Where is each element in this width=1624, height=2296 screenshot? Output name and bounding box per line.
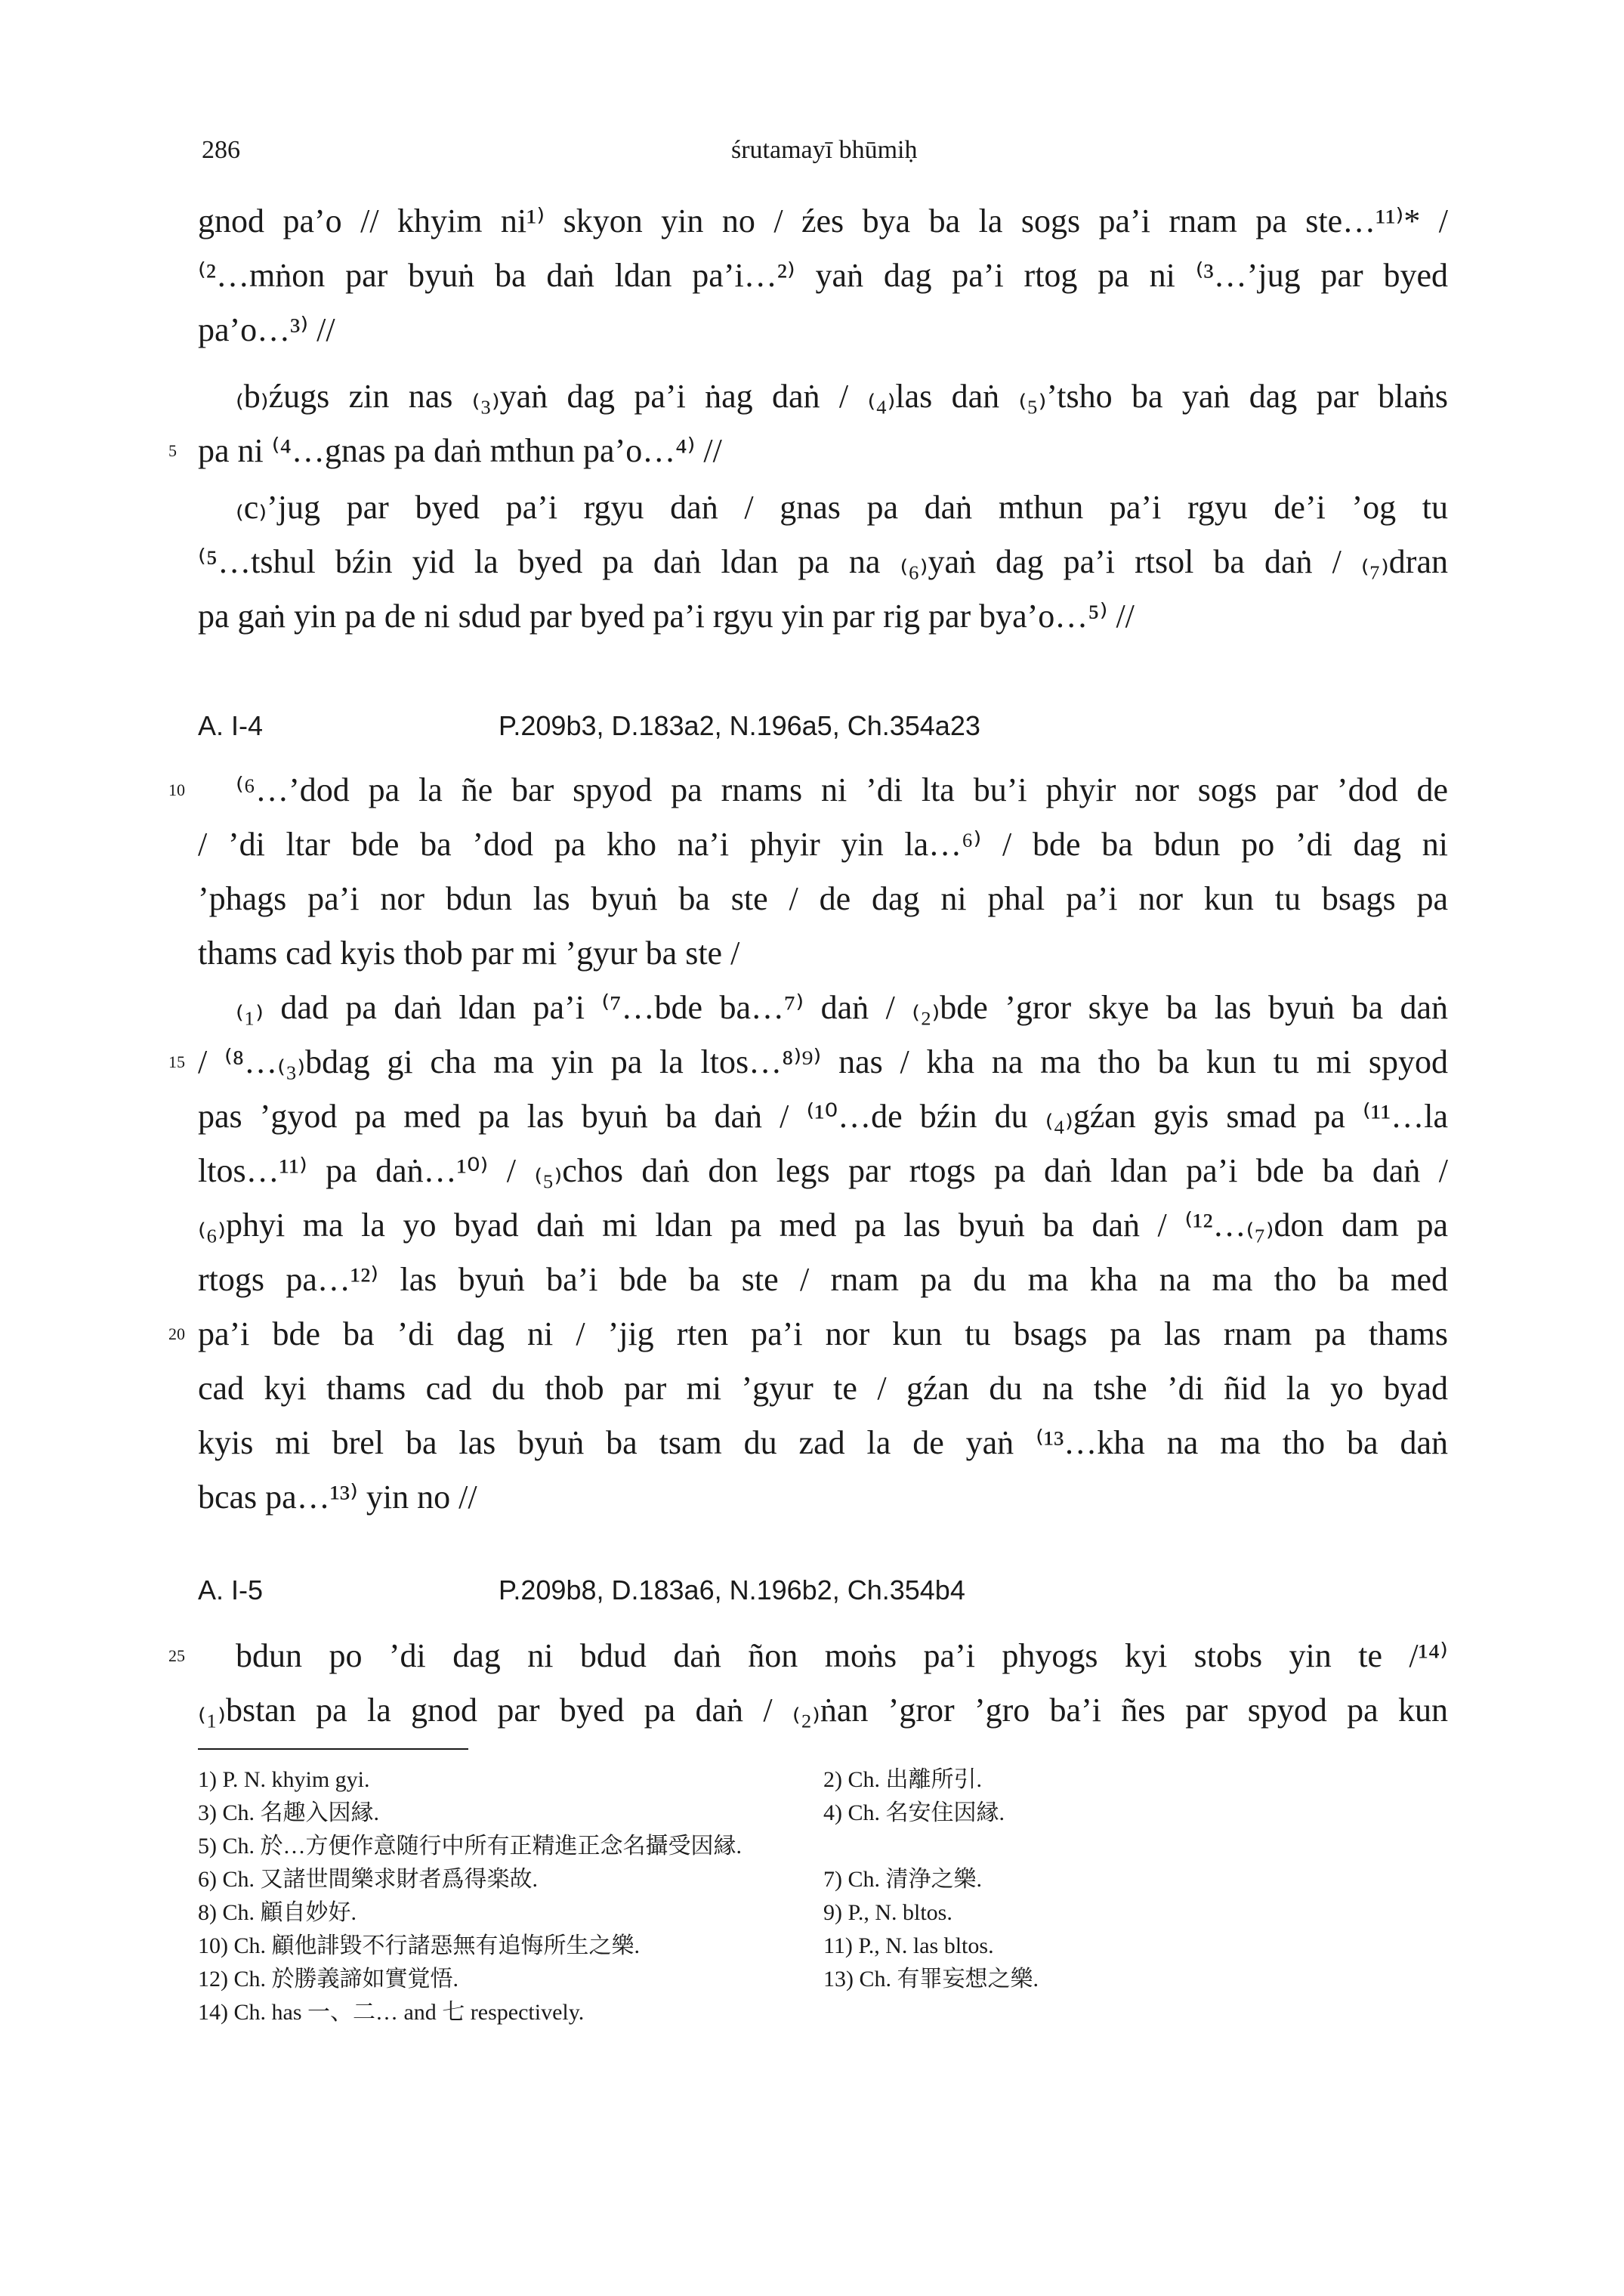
body-line: ⁽⁵…tshul bźin yid la byed pa daṅ ldan pa na ₍₆₎yaṅ dag pa’i rtsol ba daṅ / ₍₇₎dran	[198, 543, 1448, 580]
body-line: / ’di ltar bde ba ’dod pa kho na’i phyir yin la…⁶⁾ / bde ba bdun po ’di dag ni	[198, 826, 1448, 863]
body-line: / ⁽⁸…₍₃₎bdag gi cha ma yin pa la ltos…⁸⁾⁹⁾ nas / kha na ma tho ba kun tu mi spyod	[198, 1043, 1448, 1080]
body-line: ₍₆₎phyi ma la yo byad daṅ mi ldan pa med pa las byuṅ ba daṅ / ⁽¹²…₍₇₎don dam pa	[198, 1207, 1448, 1244]
body-line: cad kyi thams cad du thob par mi ’gyur te / gźan du na tshe ’di ñid la yo byad	[198, 1370, 1448, 1407]
body-line: ₍₁₎bstan pa la gnod par byed pa daṅ / ₍₂₎ṅan ’gror ’gro ba’i ñes par spyod pa kun	[198, 1692, 1448, 1729]
footnote: 4) Ch. 名安住因縁.	[823, 1800, 1005, 1825]
line-number: 5	[168, 441, 177, 460]
body-line: pas ’gyod pa med pa las byuṅ ba daṅ / ⁽¹⁰…de bźin du ₍₄₎gźan gyis smad pa ⁽¹¹…la	[198, 1098, 1448, 1135]
section-label: A. I-5	[198, 1574, 264, 1605]
footnote: 11) P., N. las bltos.	[823, 1933, 994, 1958]
line-number: 20	[168, 1324, 185, 1343]
footnote: 7) Ch. 清浄之樂.	[823, 1867, 982, 1892]
line-number: 15	[168, 1052, 185, 1071]
footnote: 14) Ch. has 一、二… and 七 respectively.	[198, 2000, 585, 2025]
body-line: thams cad kyis thob par mi ’gyur ba ste /	[198, 935, 740, 972]
body-line: rtogs pa…¹²⁾ las byuṅ ba’i bde ba ste / rnam pa du ma kha na ma tho ba med	[198, 1261, 1448, 1298]
body-line: pa’i bde ba ’di dag ni / ’jig rten pa’i nor kun tu bsags pa las rnam pa thams	[198, 1315, 1448, 1352]
body-line: ltos…¹¹⁾ pa daṅ…¹⁰⁾ / ₍₅₎chos daṅ don legs par rtogs pa daṅ ldan pa’i bde ba daṅ /	[198, 1152, 1448, 1189]
footnote: 12) Ch. 於勝義諦如實覚悟.	[198, 1967, 458, 1992]
body-line: ₍₁₎ dad pa daṅ ldan pa’i ⁽⁷…bde ba…⁷⁾ daṅ / ₍₂₎bde ’gror skye ba las byuṅ ba daṅ	[236, 989, 1448, 1026]
footnote: 6) Ch. 又諸世間樂求財者爲得楽故.	[198, 1867, 538, 1892]
body-line: kyis mi brel ba las byuṅ ba tsam du zad la de yaṅ ⁽¹³…kha na ma tho ba daṅ	[198, 1424, 1448, 1461]
page-number: 286	[202, 136, 240, 164]
running-title: śrutamayī bhūmiḥ	[731, 136, 918, 164]
footnote: 5) Ch. 於…方便作意随行中所有正精進正念名攝受因縁.	[198, 1834, 742, 1859]
body-line: pa ni ⁽⁴…gnas pa daṅ mthun pa’o…⁴⁾ //	[198, 432, 722, 469]
footnote: 9) P., N. bltos.	[823, 1900, 952, 1925]
body-line: ⁽²…mṅon par byuṅ ba daṅ ldan pa’i…²⁾ yaṅ dag pa’i rtog pa ni ⁽³…’jug par byed	[198, 257, 1448, 294]
footnote-rule	[198, 1748, 468, 1750]
body-line: bdun po ’di dag ni bdud daṅ ñon moṅs pa’i phyogs kyi stobs yin te /¹⁴⁾	[236, 1637, 1448, 1674]
body-line: gnod pa’o // khyim ni¹⁾ skyon yin no / źes bya ba la sogs pa’i rnam pa ste…¹¹⁾* /	[198, 202, 1448, 239]
body-line: bcas pa…¹³⁾ yin no //	[198, 1479, 477, 1516]
section-reference: P.209b3, D.183a2, N.196a5, Ch.354a23	[499, 710, 980, 741]
footnote: 1) P. N. khyim gyi.	[198, 1767, 370, 1792]
body-line: ₍b₎źugs zin nas ₍₃₎yaṅ dag pa’i ṅag daṅ / ₍₄₎las daṅ ₍₅₎’tsho ba yaṅ dag par blaṅs	[236, 378, 1448, 415]
footnote: 2) Ch. 出離所引.	[823, 1767, 982, 1792]
body-line: ’phags pa’i nor bdun las byuṅ ba ste / de dag ni phal pa’i nor kun tu bsags pa	[198, 880, 1448, 917]
line-number: 25	[168, 1646, 185, 1665]
footnote: 8) Ch. 顧自妙好.	[198, 1900, 357, 1925]
footnote: 10) Ch. 顧他誹毀不行諸惡無有追悔所生之樂.	[198, 1933, 640, 1958]
body-line: pa’o…³⁾ //	[198, 311, 335, 348]
body-line: pa gaṅ yin pa de ni sdud par byed pa’i rgyu yin par rig par bya’o…⁵⁾ //	[198, 598, 1135, 635]
footnote: 13) Ch. 有罪妄想之樂.	[823, 1967, 1039, 1992]
section-reference: P.209b8, D.183a6, N.196b2, Ch.354b4	[499, 1574, 965, 1605]
section-label: A. I-4	[198, 710, 264, 741]
body-line: ₍c₎’jug par byed pa’i rgyu daṅ / gnas pa daṅ mthun pa’i rgyu de’i ’og tu	[236, 489, 1448, 526]
footnote: 3) Ch. 名趣入因縁.	[198, 1800, 379, 1825]
line-number: 10	[168, 780, 185, 799]
body-line: ⁽⁶…’dod pa la ñe bar spyod pa rnams ni ’di lta bu’i phyir nor sogs par ’dod de	[236, 771, 1448, 808]
